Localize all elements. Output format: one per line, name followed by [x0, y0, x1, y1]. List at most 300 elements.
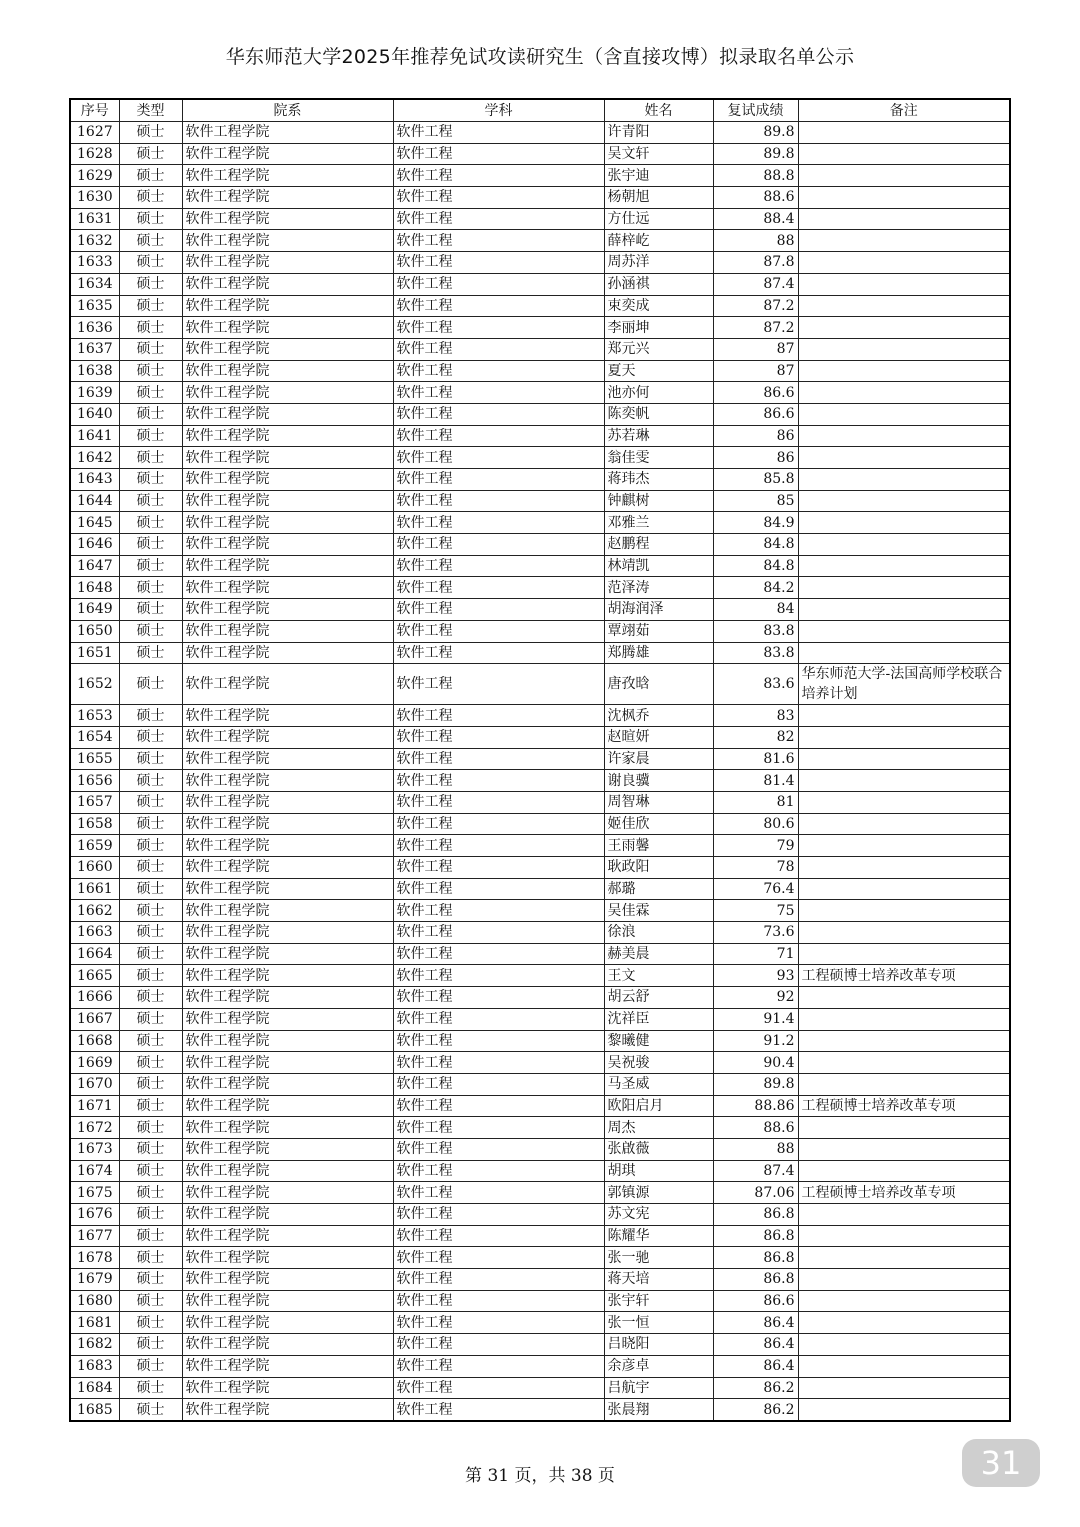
cell-subject: 软件工程 — [393, 555, 604, 577]
cell-subject: 软件工程 — [393, 317, 604, 339]
cell-score: 86 — [713, 425, 798, 447]
cell-note: 工程硕博士培养改革专项 — [798, 1095, 1010, 1117]
cell-name: 许家晨 — [604, 748, 713, 770]
column-header-type: 类型 — [119, 99, 182, 122]
cell-subject: 软件工程 — [393, 987, 604, 1009]
table-row — [70, 512, 1010, 534]
cell-name: 黎曦健 — [604, 1030, 713, 1052]
cell-name: 覃翊茹 — [604, 620, 713, 642]
cell-name: 胡琪 — [604, 1160, 713, 1182]
cell-no: 1666 — [70, 987, 119, 1009]
cell-department: 软件工程学院 — [182, 1117, 393, 1139]
cell-type: 硕士 — [119, 1138, 182, 1160]
cell-type: 硕士 — [119, 338, 182, 360]
cell-type: 硕士 — [119, 599, 182, 621]
table-row — [70, 1182, 1010, 1204]
cell-no: 1656 — [70, 770, 119, 792]
cell-type: 硕士 — [119, 1117, 182, 1139]
cell-subject: 软件工程 — [393, 273, 604, 295]
cell-department: 软件工程学院 — [182, 1399, 393, 1421]
table-row — [70, 664, 1010, 705]
cell-score: 86 — [713, 447, 798, 469]
cell-note — [798, 490, 1010, 512]
cell-name: 池亦何 — [604, 382, 713, 404]
admission-list-table — [69, 98, 1011, 1422]
cell-name: 周苏洋 — [604, 252, 713, 274]
cell-no: 1679 — [70, 1269, 119, 1291]
cell-subject: 软件工程 — [393, 1225, 604, 1247]
cell-score: 90.4 — [713, 1052, 798, 1074]
cell-name: 方仕远 — [604, 208, 713, 230]
cell-score: 87 — [713, 360, 798, 382]
cell-no: 1676 — [70, 1204, 119, 1226]
cell-score: 87.4 — [713, 273, 798, 295]
cell-subject: 软件工程 — [393, 1138, 604, 1160]
cell-note — [798, 1052, 1010, 1074]
cell-subject: 软件工程 — [393, 469, 604, 491]
cell-no: 1642 — [70, 447, 119, 469]
cell-department: 软件工程学院 — [182, 1269, 393, 1291]
table-row — [70, 165, 1010, 187]
cell-name: 苏文宪 — [604, 1204, 713, 1226]
cell-type: 硕士 — [119, 664, 182, 705]
cell-score: 88 — [713, 1138, 798, 1160]
table-row — [70, 813, 1010, 835]
cell-department: 软件工程学院 — [182, 857, 393, 879]
cell-no: 1658 — [70, 813, 119, 835]
cell-score: 82 — [713, 726, 798, 748]
cell-type: 硕士 — [119, 1204, 182, 1226]
table-row — [70, 599, 1010, 621]
cell-score: 84.9 — [713, 512, 798, 534]
cell-department: 软件工程学院 — [182, 1377, 393, 1399]
page-footer: 第 31 页，共 38 页 — [465, 1466, 615, 1486]
table-row — [70, 338, 1010, 360]
table-row — [70, 791, 1010, 813]
cell-note — [798, 642, 1010, 664]
table-row — [70, 1008, 1010, 1030]
cell-department: 软件工程学院 — [182, 620, 393, 642]
cell-type: 硕士 — [119, 1030, 182, 1052]
cell-no: 1680 — [70, 1290, 119, 1312]
cell-subject: 软件工程 — [393, 360, 604, 382]
cell-department: 软件工程学院 — [182, 813, 393, 835]
cell-no: 1653 — [70, 705, 119, 727]
cell-department: 软件工程学院 — [182, 1247, 393, 1269]
cell-department: 软件工程学院 — [182, 1334, 393, 1356]
table-row — [70, 642, 1010, 664]
cell-note — [798, 1312, 1010, 1334]
table-row — [70, 1290, 1010, 1312]
cell-department: 软件工程学院 — [182, 878, 393, 900]
table-row — [70, 1312, 1010, 1334]
cell-department: 软件工程学院 — [182, 1182, 393, 1204]
cell-name: 钟麒树 — [604, 490, 713, 512]
cell-no: 1671 — [70, 1095, 119, 1117]
cell-type: 硕士 — [119, 403, 182, 425]
cell-subject: 软件工程 — [393, 165, 604, 187]
cell-type: 硕士 — [119, 577, 182, 599]
cell-type: 硕士 — [119, 1160, 182, 1182]
table-row — [70, 1095, 1010, 1117]
table-row — [70, 555, 1010, 577]
cell-department: 软件工程学院 — [182, 1225, 393, 1247]
cell-no: 1629 — [70, 165, 119, 187]
cell-type: 硕士 — [119, 1377, 182, 1399]
cell-no: 1662 — [70, 900, 119, 922]
cell-note — [798, 1377, 1010, 1399]
cell-type: 硕士 — [119, 726, 182, 748]
cell-type: 硕士 — [119, 165, 182, 187]
cell-type: 硕士 — [119, 1073, 182, 1095]
column-header-score: 复试成绩 — [713, 99, 798, 122]
cell-no: 1681 — [70, 1312, 119, 1334]
cell-no: 1665 — [70, 965, 119, 987]
cell-name: 陈耀华 — [604, 1225, 713, 1247]
column-header-department: 院系 — [182, 99, 393, 122]
cell-note — [798, 1138, 1010, 1160]
cell-note — [798, 813, 1010, 835]
cell-subject: 软件工程 — [393, 1160, 604, 1182]
cell-name: 翁佳雯 — [604, 447, 713, 469]
cell-note — [798, 770, 1010, 792]
cell-type: 硕士 — [119, 252, 182, 274]
cell-name: 夏天 — [604, 360, 713, 382]
cell-no: 1632 — [70, 230, 119, 252]
cell-name: 胡云舒 — [604, 987, 713, 1009]
cell-no: 1667 — [70, 1008, 119, 1030]
cell-note: 华东师范大学-法国高师学校联合培养计划 — [798, 664, 1010, 705]
cell-type: 硕士 — [119, 965, 182, 987]
cell-score: 89.8 — [713, 143, 798, 165]
cell-name: 王文 — [604, 965, 713, 987]
table-row — [70, 1138, 1010, 1160]
cell-subject: 软件工程 — [393, 726, 604, 748]
cell-name: 谢良骥 — [604, 770, 713, 792]
cell-type: 硕士 — [119, 1095, 182, 1117]
cell-note — [798, 599, 1010, 621]
cell-note — [798, 705, 1010, 727]
cell-no: 1646 — [70, 534, 119, 556]
cell-subject: 软件工程 — [393, 577, 604, 599]
table-row — [70, 490, 1010, 512]
cell-department: 软件工程学院 — [182, 705, 393, 727]
cell-score: 86.8 — [713, 1269, 798, 1291]
cell-score: 84.8 — [713, 555, 798, 577]
cell-score: 86.4 — [713, 1355, 798, 1377]
cell-note — [798, 317, 1010, 339]
cell-department: 软件工程学院 — [182, 835, 393, 857]
cell-subject: 软件工程 — [393, 813, 604, 835]
cell-type: 硕士 — [119, 1269, 182, 1291]
cell-subject: 软件工程 — [393, 1355, 604, 1377]
cell-department: 软件工程学院 — [182, 1138, 393, 1160]
cell-subject: 软件工程 — [393, 835, 604, 857]
table-row — [70, 965, 1010, 987]
table-row — [70, 273, 1010, 295]
cell-type: 硕士 — [119, 230, 182, 252]
cell-note — [798, 1269, 1010, 1291]
cell-name: 张宇轩 — [604, 1290, 713, 1312]
cell-no: 1641 — [70, 425, 119, 447]
cell-department: 软件工程学院 — [182, 1052, 393, 1074]
cell-score: 89.8 — [713, 122, 798, 144]
cell-note — [798, 273, 1010, 295]
cell-name: 张一恒 — [604, 1312, 713, 1334]
cell-subject: 软件工程 — [393, 1377, 604, 1399]
cell-note — [798, 748, 1010, 770]
cell-name: 薛梓屹 — [604, 230, 713, 252]
cell-score: 86.2 — [713, 1377, 798, 1399]
cell-note — [798, 447, 1010, 469]
cell-name: 束奕成 — [604, 295, 713, 317]
cell-type: 硕士 — [119, 187, 182, 209]
cell-no: 1655 — [70, 748, 119, 770]
cell-name: 张一驰 — [604, 1247, 713, 1269]
table-row — [70, 1052, 1010, 1074]
cell-score: 92 — [713, 987, 798, 1009]
table-row — [70, 425, 1010, 447]
table-row — [70, 878, 1010, 900]
cell-score: 87.2 — [713, 317, 798, 339]
table-row — [70, 447, 1010, 469]
cell-note: 工程硕博士培养改革专项 — [798, 1182, 1010, 1204]
cell-no: 1668 — [70, 1030, 119, 1052]
cell-note — [798, 403, 1010, 425]
cell-subject: 软件工程 — [393, 922, 604, 944]
cell-type: 硕士 — [119, 642, 182, 664]
cell-no: 1660 — [70, 857, 119, 879]
cell-name: 许青阳 — [604, 122, 713, 144]
cell-department: 软件工程学院 — [182, 403, 393, 425]
cell-no: 1633 — [70, 252, 119, 274]
cell-subject: 软件工程 — [393, 900, 604, 922]
cell-score: 84.2 — [713, 577, 798, 599]
cell-department: 软件工程学院 — [182, 122, 393, 144]
cell-type: 硕士 — [119, 425, 182, 447]
table-row — [70, 469, 1010, 491]
cell-score: 87.06 — [713, 1182, 798, 1204]
cell-score: 86.8 — [713, 1247, 798, 1269]
cell-type: 硕士 — [119, 512, 182, 534]
cell-score: 86.4 — [713, 1312, 798, 1334]
cell-subject: 软件工程 — [393, 599, 604, 621]
cell-department: 软件工程学院 — [182, 726, 393, 748]
cell-department: 软件工程学院 — [182, 230, 393, 252]
cell-name: 徐浪 — [604, 922, 713, 944]
cell-name: 姬佳欣 — [604, 813, 713, 835]
cell-score: 86.4 — [713, 1334, 798, 1356]
cell-type: 硕士 — [119, 1312, 182, 1334]
cell-subject: 软件工程 — [393, 1052, 604, 1074]
cell-no: 1669 — [70, 1052, 119, 1074]
cell-note — [798, 165, 1010, 187]
cell-no: 1652 — [70, 664, 119, 705]
cell-no: 1685 — [70, 1399, 119, 1421]
cell-note — [798, 1355, 1010, 1377]
cell-department: 软件工程学院 — [182, 900, 393, 922]
cell-type: 硕士 — [119, 317, 182, 339]
cell-department: 软件工程学院 — [182, 642, 393, 664]
cell-note — [798, 1073, 1010, 1095]
cell-subject: 软件工程 — [393, 1095, 604, 1117]
cell-type: 硕士 — [119, 555, 182, 577]
cell-name: 张啟薇 — [604, 1138, 713, 1160]
cell-department: 软件工程学院 — [182, 534, 393, 556]
cell-score: 93 — [713, 965, 798, 987]
table-row — [70, 987, 1010, 1009]
cell-type: 硕士 — [119, 273, 182, 295]
cell-subject: 软件工程 — [393, 338, 604, 360]
table-row — [70, 143, 1010, 165]
cell-score: 83.8 — [713, 642, 798, 664]
cell-type: 硕士 — [119, 1290, 182, 1312]
cell-no: 1664 — [70, 943, 119, 965]
cell-type: 硕士 — [119, 122, 182, 144]
cell-note — [798, 208, 1010, 230]
cell-department: 软件工程学院 — [182, 295, 393, 317]
table-row — [70, 1030, 1010, 1052]
cell-subject: 软件工程 — [393, 1334, 604, 1356]
cell-type: 硕士 — [119, 490, 182, 512]
cell-note — [798, 987, 1010, 1009]
cell-note — [798, 555, 1010, 577]
cell-type: 硕士 — [119, 447, 182, 469]
cell-type: 硕士 — [119, 1247, 182, 1269]
cell-score: 75 — [713, 900, 798, 922]
table-row — [70, 252, 1010, 274]
cell-name: 沈枫乔 — [604, 705, 713, 727]
cell-note — [798, 726, 1010, 748]
cell-department: 软件工程学院 — [182, 1030, 393, 1052]
cell-no: 1682 — [70, 1334, 119, 1356]
column-header-name: 姓名 — [604, 99, 713, 122]
cell-score: 83 — [713, 705, 798, 727]
cell-department: 软件工程学院 — [182, 1008, 393, 1030]
cell-name: 郝璐 — [604, 878, 713, 900]
cell-subject: 软件工程 — [393, 770, 604, 792]
cell-department: 软件工程学院 — [182, 360, 393, 382]
cell-department: 软件工程学院 — [182, 748, 393, 770]
cell-type: 硕士 — [119, 791, 182, 813]
cell-name: 杨朝旭 — [604, 187, 713, 209]
cell-department: 软件工程学院 — [182, 425, 393, 447]
cell-score: 86.2 — [713, 1399, 798, 1421]
cell-department: 软件工程学院 — [182, 252, 393, 274]
table-row — [70, 835, 1010, 857]
cell-no: 1663 — [70, 922, 119, 944]
table-row — [70, 1073, 1010, 1095]
cell-score: 87.4 — [713, 1160, 798, 1182]
cell-no: 1643 — [70, 469, 119, 491]
cell-subject: 软件工程 — [393, 705, 604, 727]
cell-note — [798, 878, 1010, 900]
cell-name: 张宇迪 — [604, 165, 713, 187]
cell-type: 硕士 — [119, 295, 182, 317]
cell-subject: 软件工程 — [393, 208, 604, 230]
cell-no: 1631 — [70, 208, 119, 230]
cell-department: 软件工程学院 — [182, 555, 393, 577]
cell-type: 硕士 — [119, 770, 182, 792]
cell-name: 郑腾雄 — [604, 642, 713, 664]
cell-no: 1627 — [70, 122, 119, 144]
table-row — [70, 726, 1010, 748]
cell-type: 硕士 — [119, 1182, 182, 1204]
cell-type: 硕士 — [119, 1052, 182, 1074]
cell-subject: 软件工程 — [393, 664, 604, 705]
cell-subject: 软件工程 — [393, 1008, 604, 1030]
cell-no: 1649 — [70, 599, 119, 621]
cell-department: 软件工程学院 — [182, 965, 393, 987]
table-row — [70, 857, 1010, 879]
cell-no: 1683 — [70, 1355, 119, 1377]
table-row — [70, 770, 1010, 792]
cell-no: 1657 — [70, 791, 119, 813]
cell-no: 1645 — [70, 512, 119, 534]
cell-department: 软件工程学院 — [182, 165, 393, 187]
cell-note — [798, 143, 1010, 165]
cell-name: 陈奕帆 — [604, 403, 713, 425]
cell-name: 胡海润泽 — [604, 599, 713, 621]
cell-note — [798, 338, 1010, 360]
cell-name: 孙涵祺 — [604, 273, 713, 295]
cell-no: 1647 — [70, 555, 119, 577]
cell-type: 硕士 — [119, 360, 182, 382]
table-row — [70, 295, 1010, 317]
cell-subject: 软件工程 — [393, 620, 604, 642]
cell-note — [798, 1204, 1010, 1226]
cell-department: 软件工程学院 — [182, 469, 393, 491]
cell-subject: 软件工程 — [393, 447, 604, 469]
cell-name: 周杰 — [604, 1117, 713, 1139]
cell-no: 1674 — [70, 1160, 119, 1182]
cell-subject: 软件工程 — [393, 1117, 604, 1139]
table-row — [70, 1247, 1010, 1269]
cell-name: 吴文轩 — [604, 143, 713, 165]
cell-score: 79 — [713, 835, 798, 857]
document-title: 华东师范大学2025年推荐免试攻读研究生（含直接攻博）拟录取名单公示 — [225, 46, 855, 68]
cell-type: 硕士 — [119, 382, 182, 404]
cell-name: 马圣威 — [604, 1073, 713, 1095]
cell-name: 林靖凯 — [604, 555, 713, 577]
cell-name: 吕航宇 — [604, 1377, 713, 1399]
cell-name: 欧阳启月 — [604, 1095, 713, 1117]
cell-department: 软件工程学院 — [182, 273, 393, 295]
cell-department: 软件工程学院 — [182, 143, 393, 165]
cell-department: 软件工程学院 — [182, 599, 393, 621]
page-number-badge: 31 — [962, 1439, 1040, 1487]
cell-subject: 软件工程 — [393, 382, 604, 404]
column-header-subject: 学科 — [393, 99, 604, 122]
cell-note — [798, 835, 1010, 857]
cell-score: 89.8 — [713, 1073, 798, 1095]
cell-department: 软件工程学院 — [182, 1355, 393, 1377]
cell-subject: 软件工程 — [393, 143, 604, 165]
cell-department: 软件工程学院 — [182, 317, 393, 339]
table-row — [70, 1160, 1010, 1182]
cell-no: 1672 — [70, 1117, 119, 1139]
cell-note — [798, 360, 1010, 382]
table-row — [70, 620, 1010, 642]
cell-note — [798, 1030, 1010, 1052]
cell-note — [798, 1247, 1010, 1269]
table-row — [70, 208, 1010, 230]
cell-note — [798, 1225, 1010, 1247]
cell-department: 软件工程学院 — [182, 1095, 393, 1117]
cell-subject: 软件工程 — [393, 252, 604, 274]
cell-note — [798, 943, 1010, 965]
cell-type: 硕士 — [119, 878, 182, 900]
